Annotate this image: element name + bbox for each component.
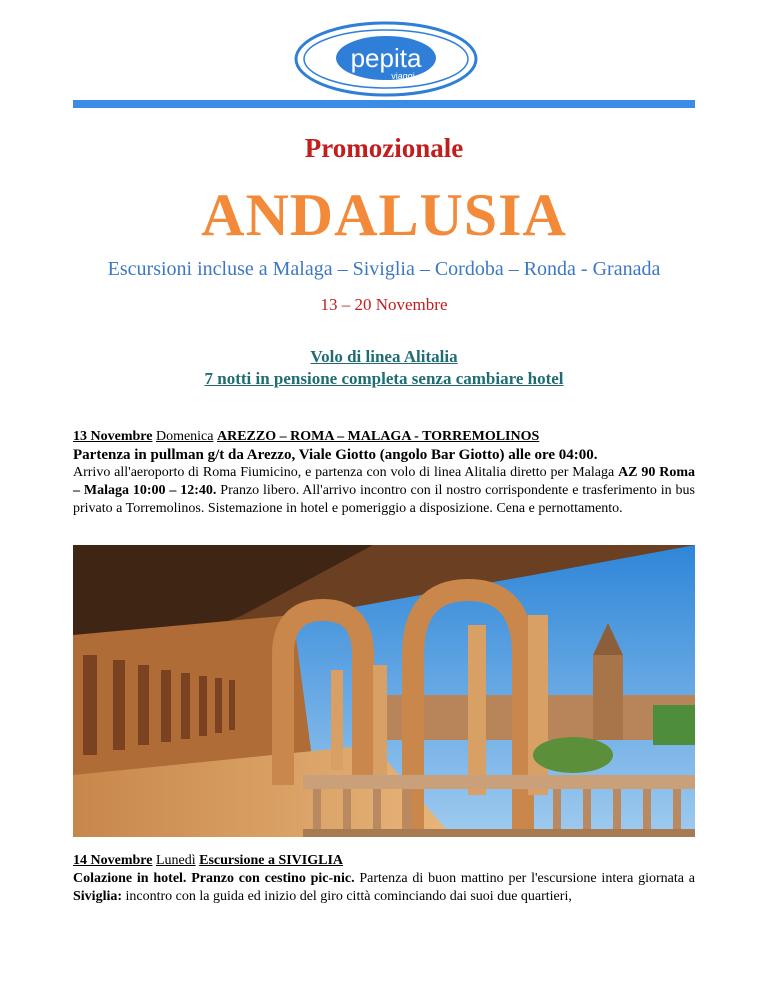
day-2-title: Escursione a SIVIGLIA: [199, 853, 344, 868]
day-1-weekday: Domenica: [155, 429, 214, 444]
excursions-subtitle: Escursioni incluse a Malaga – Siviglia – Cordoba – Ronda - Granada: [107, 258, 661, 280]
day-1-text-b: Pranzo libero. All'arrivo incontro con il nostro corrispondente e trasferimento in bus privato a Torremolinos. Sistemazione in hotel e pomeriggio a disposizione. Cena e pernottamento.: [73, 483, 695, 516]
logo-brand-text: pepita: [350, 43, 422, 73]
flight-line: Volo di linea Alitalia: [310, 347, 458, 366]
page-title: ANDALUSIA: [201, 182, 567, 248]
day-2-heading: [73, 852, 695, 870]
day-1-route: AREZZO – ROMA – MALAGA - TORREMOLINOS: [216, 429, 540, 444]
travel-dates: 13 – 20 Novembre: [320, 295, 448, 314]
day-1-departure: Partenza in pullman g/t da Arezzo, Viale Giotto (angolo Bar Giotto) alle ore 04:00.: [73, 447, 598, 463]
day-1-text-a: Arrivo all'aeroporto di Roma Fiumicino, e partenza con volo di linea Alitalia diretto per Malaga: [73, 465, 619, 480]
day-1-date: 13 Novembre: [73, 429, 153, 444]
hotel-line: 7 notti in pensione completa senza cambiare hotel: [204, 369, 564, 388]
plaza-de-espana-photo: [73, 545, 695, 837]
day-2-date: 14 Novembre: [73, 853, 153, 868]
pepita-viaggi-logo: [293, 20, 479, 98]
day-2-description: [73, 870, 695, 906]
day-2-text-b: incontro con la guida ed inizio del giro città cominciando dai suoi due quartieri,: [122, 889, 572, 904]
day-2-section: [73, 852, 695, 906]
day-2-city: Siviglia:: [73, 889, 123, 904]
logo-sub-text: viaggi: [391, 71, 415, 81]
day-2-meals: Colazione in hotel. Pranzo con cestino pic-nic.: [73, 871, 355, 886]
day-1-flight-number: AZ 90 Roma – Malaga 10:00 – 12:40.: [73, 465, 695, 498]
day-1-section: [73, 428, 695, 518]
promo-label: Promozionale: [304, 133, 464, 163]
day-1-description: [73, 464, 695, 518]
header-divider: [73, 100, 695, 108]
day-2-text-a: Partenza di buon mattino per l'escursione intera giornata a: [354, 871, 695, 886]
day-2-weekday: Lunedì: [155, 853, 196, 868]
day-1-heading: [73, 428, 695, 446]
flight-info: [0, 346, 768, 390]
